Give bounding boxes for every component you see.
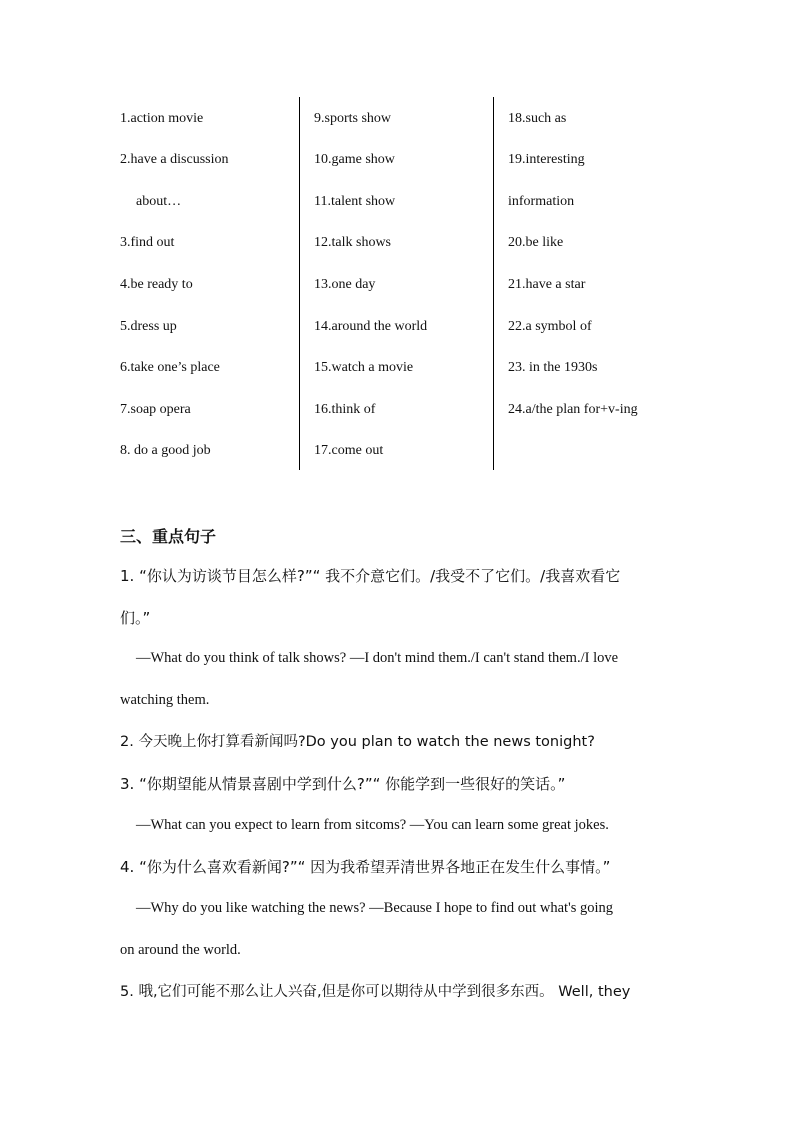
phrase-item: 22.a symbol of	[508, 319, 592, 334]
column-divider	[493, 97, 494, 470]
sentence-4-english: —Why do you like watching the news? —Because I hope to find out what's going	[136, 900, 613, 916]
sentence-1-chinese: 1. “你认为访谈节目怎么样?”“ 我不介意它们。/我受不了它们。/我喜欢看它	[120, 567, 621, 585]
sentence-3-chinese: 3. “你期望能从情景喜剧中学到什么?”“ 你能学到一些很好的笑话。”	[120, 775, 566, 793]
phrase-item: 10.game show	[314, 152, 395, 167]
phrase-item: 3.find out	[120, 235, 175, 250]
phrase-item: 19.interesting	[508, 152, 585, 167]
phrase-item: 5.dress up	[120, 319, 177, 334]
phrase-table	[120, 97, 680, 470]
sentence-2: 2. 今天晚上你打算看新闻吗?Do you plan to watch the news tonight?	[120, 734, 595, 750]
sentence-1-chinese-cont: 们。”	[120, 609, 151, 627]
phrase-item: 15.watch a movie	[314, 360, 414, 375]
phrase-column-3	[508, 97, 698, 470]
phrase-item: 9.sports show	[314, 111, 392, 126]
phrase-item: 17.come out	[314, 443, 384, 458]
phrase-item: 21.have a star	[508, 277, 586, 292]
phrase-item: 7.soap opera	[120, 402, 191, 417]
sentence-1-english: —What do you think of talk shows? —I don't mind them./I can't stand them./I love	[136, 650, 619, 666]
phrase-item: 16.think of	[314, 402, 376, 417]
sentence-3-english: —What can you expect to learn from sitcoms? —You can learn some great jokes.	[136, 817, 609, 833]
phrase-item: about…	[136, 194, 182, 209]
phrase-item: 18.such as	[508, 111, 567, 126]
phrase-item: 11.talent show	[314, 194, 396, 209]
phrase-item: 20.be like	[508, 235, 564, 250]
phrase-item: 14.around the world	[314, 319, 428, 334]
phrase-item: 2.have a discussion	[120, 152, 229, 167]
column-divider	[299, 97, 300, 470]
phrase-item: 24.a/the plan for+v-ing	[508, 402, 638, 417]
phrase-item: 8. do a good job	[120, 443, 211, 458]
sentence-4-chinese: 4. “你为什么喜欢看新闻?”“ 因为我希望弄清世界各地正在发生什么事情。”	[120, 858, 611, 876]
sentence-5: 5. 哦,它们可能不那么让人兴奋,但是你可以期待从中学到很多东西。 Well, they	[120, 984, 631, 1000]
phrase-item: 13.one day	[314, 277, 376, 292]
section-heading: 三、重点句子	[120, 527, 217, 546]
phrase-item: 23. in the 1930s	[508, 360, 598, 375]
phrase-column-1	[120, 97, 300, 470]
phrase-item: 4.be ready to	[120, 277, 193, 292]
phrase-item: information	[508, 194, 575, 209]
phrase-item: 1.action movie	[120, 111, 204, 126]
sentence-4-english-cont: on around the world.	[120, 942, 241, 958]
phrase-item: 6.take one’s place	[120, 360, 220, 375]
phrase-column-2	[314, 97, 494, 470]
sentence-1-english-cont: watching them.	[120, 692, 210, 708]
phrase-item: 12.talk shows	[314, 235, 391, 250]
